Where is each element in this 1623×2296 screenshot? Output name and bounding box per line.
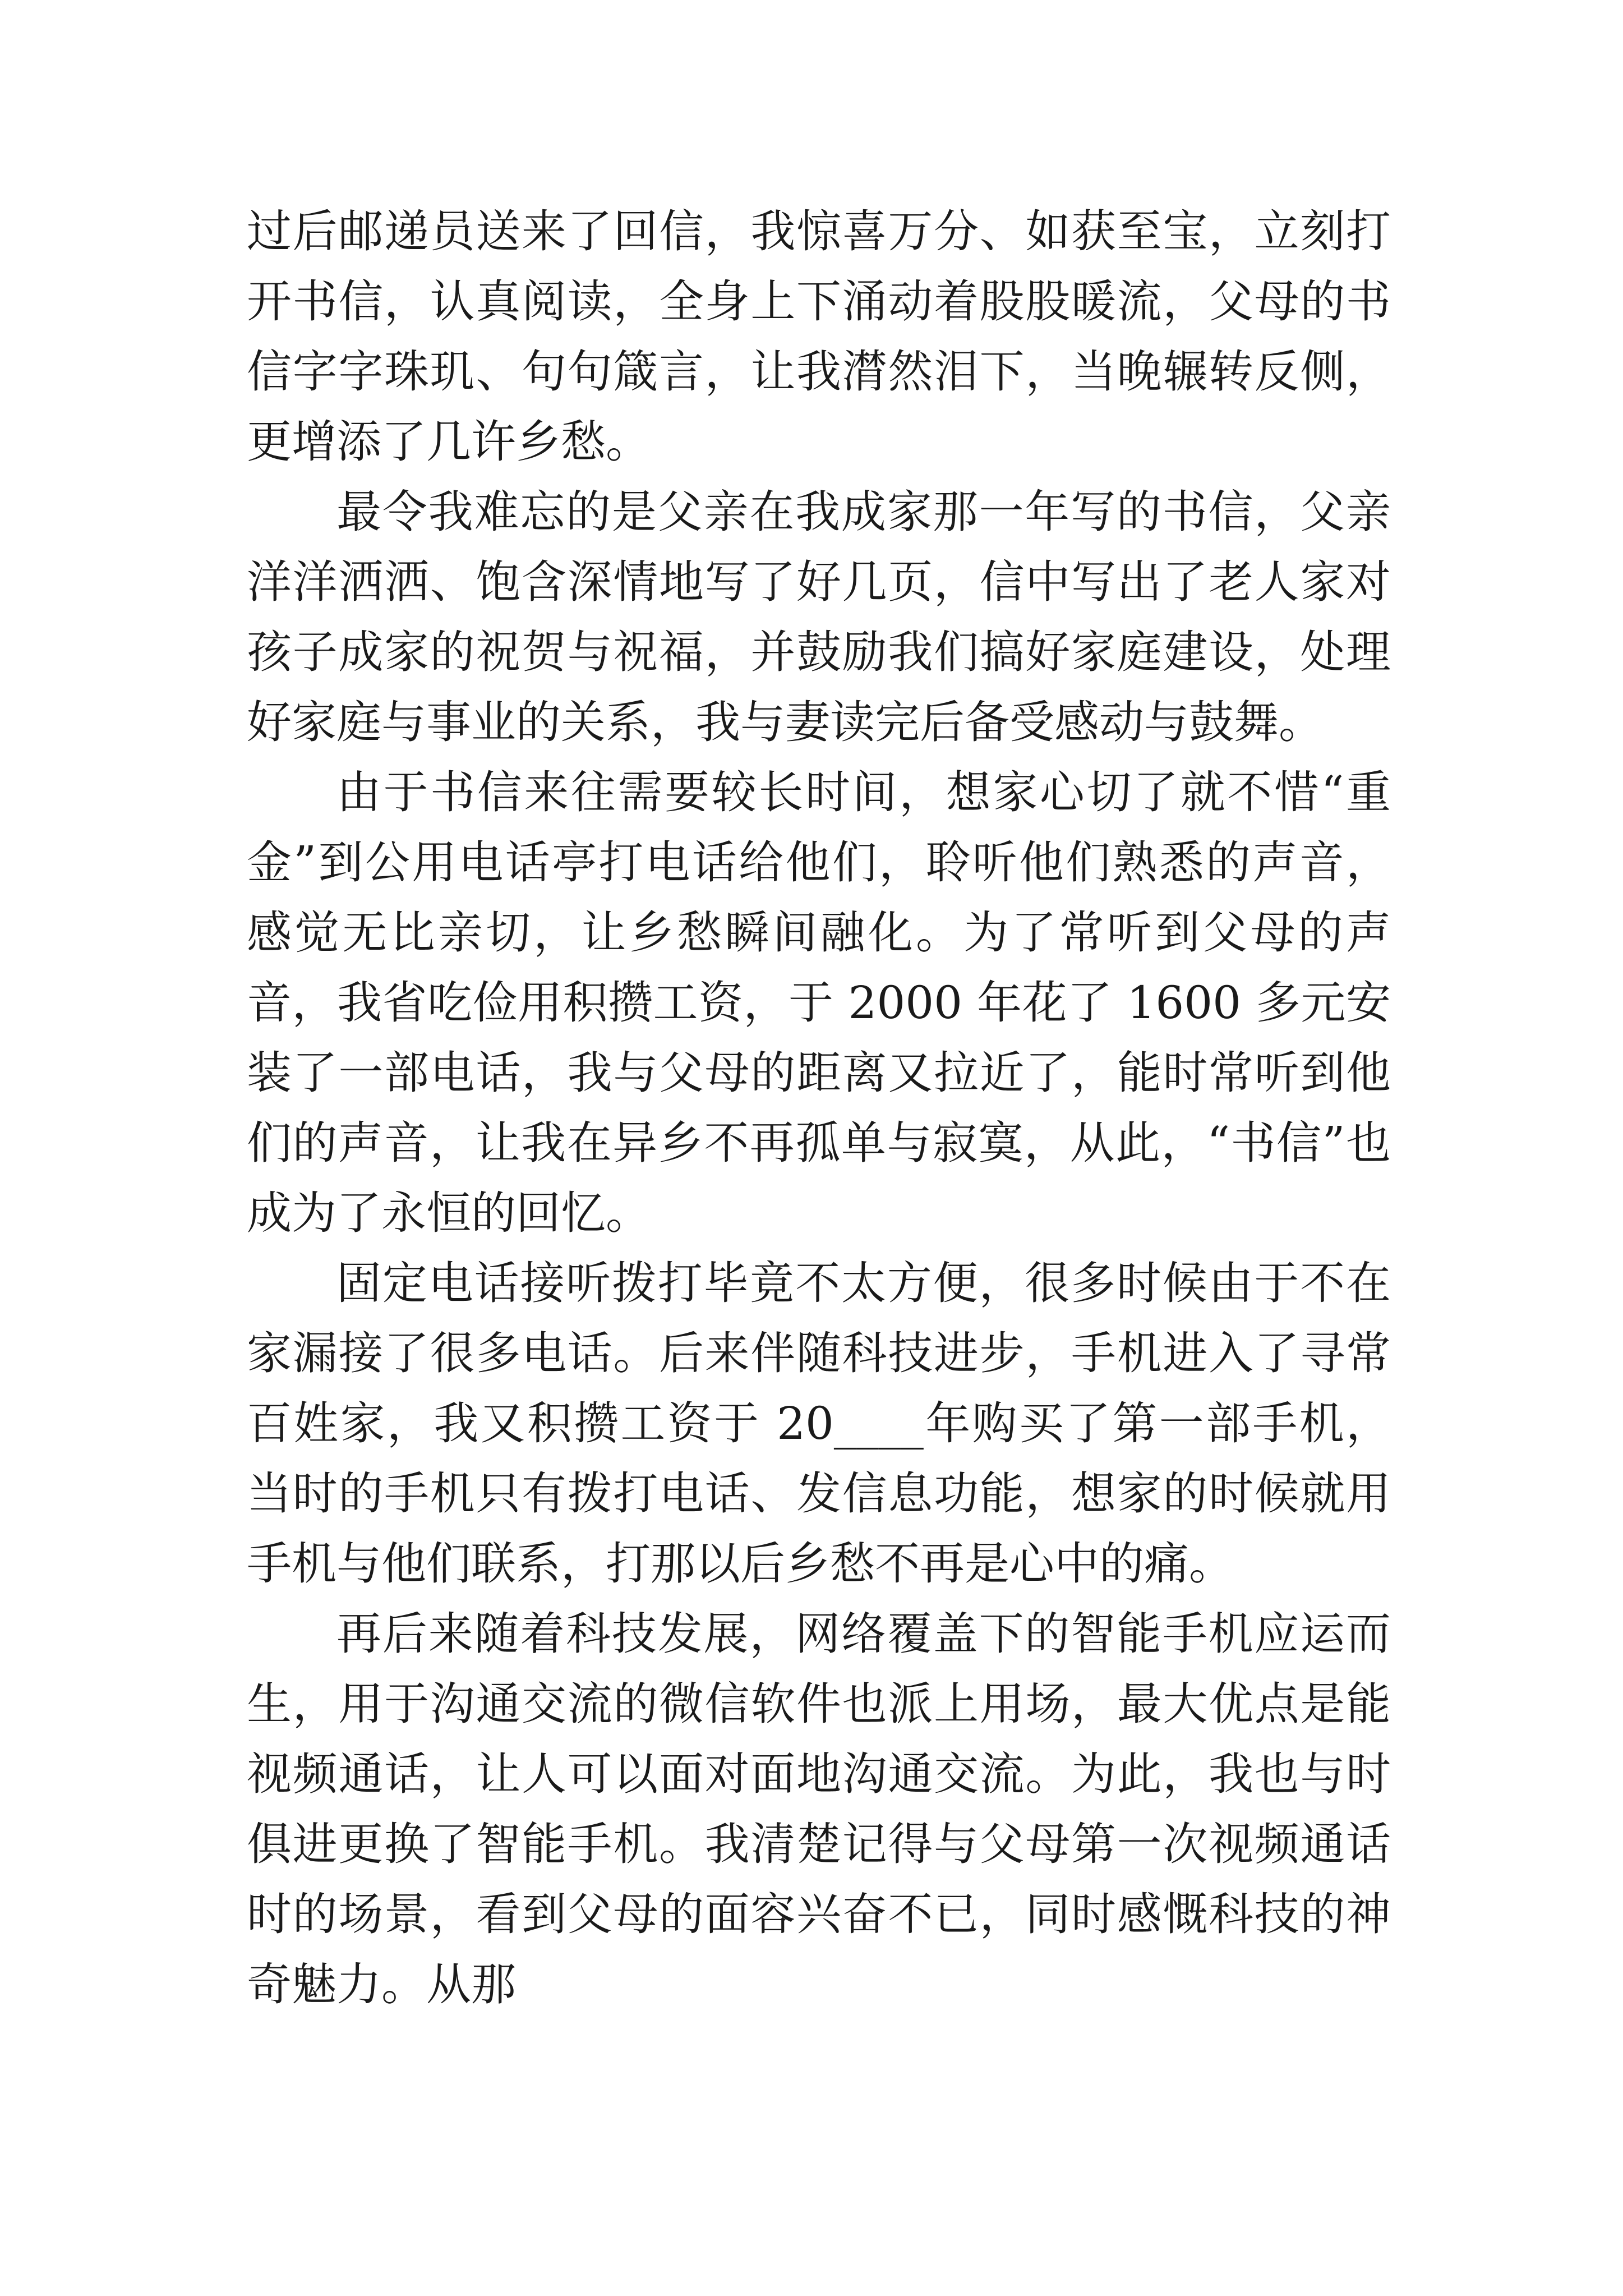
document-body	[247, 196, 1391, 2019]
paragraph-1: 过后邮递员送来了回信，我惊喜万分、如获至宝，立刻打开书信，认真阅读，全身上下涌动着股股暖流，父母的书信字字珠玑、句句箴言，让我潸然泪下，当晚辗转反侧，更增添了几许乡愁。	[247, 205, 1391, 468]
paragraph-4: 固定电话接听拨打毕竟不太方便，很多时候由于不在家漏接了很多电话。后来伴随科技进步，手机进入了寻常百姓家，我又积攒工资于 20____年购买了第一部手机，当时的手机只有拨打电话、发信息功能，想家的时候就用手机与他们联系，打那以后乡愁不再是心中的痛。	[247, 1257, 1391, 1590]
paragraph-3: 由于书信来往需要较长时间，想家心切了就不惜“重金”到公用电话亭打电话给他们，聆听他们熟悉的声音，感觉无比亲切，让乡愁瞬间融化。为了常听到父母的声音，我省吃俭用积攒工资，于 2000 年花了 1600 多元安装了一部电话，我与父母的距离又拉近了，能时常听到他们的声音，让我在异乡不再孤单与寂寞，从此，“书信”也成为了永恒的回忆。	[247, 766, 1391, 1239]
paragraph-2: 最令我难忘的是父亲在我成家那一年写的书信，父亲洋洋洒洒、饱含深情地写了好几页，信中写出了老人家对孩子成家的祝贺与祝福，并鼓励我们搞好家庭建设，处理好家庭与事业的关系，我与妻读完后备受感动与鼓舞。	[247, 486, 1391, 748]
paragraph-5: 再后来随着科技发展，网络覆盖下的智能手机应运而生，用于沟通交流的微信软件也派上用场，最大优点是能视频通话，让人可以面对面地沟通交流。为此，我也与时俱进更换了智能手机。我清楚记得与父母第一次视频通话时的场景，看到父母的面容兴奋不已，同时感慨科技的神奇魅力。从那	[247, 1608, 1391, 2010]
